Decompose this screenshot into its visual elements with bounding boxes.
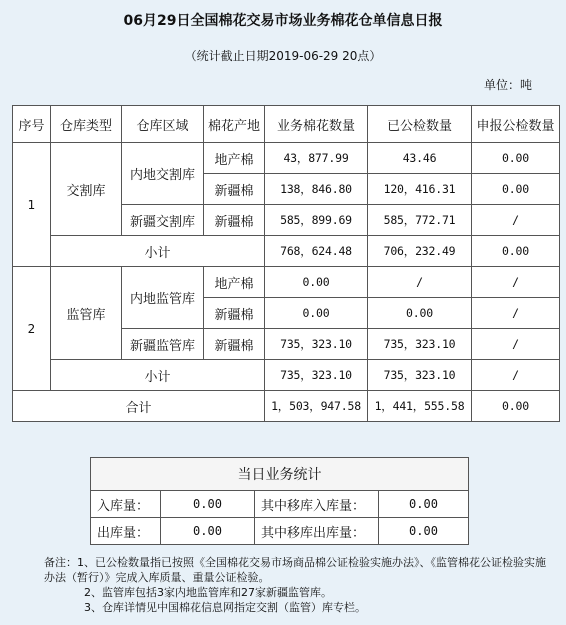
remark-line-1: 备注：1、已公检数量指已按照《全国棉花交易市场商品棉公证检验实施办法》、《监管棉花公证检验实施办法（暂行）》完成入库质量、重量公证检验。 [44, 556, 546, 584]
group-number: 2 [13, 267, 51, 391]
table-header-row [13, 106, 560, 143]
transfer-inbound-value: 0.00 [379, 491, 469, 518]
col-header-qty: 业务棉花数量 [265, 106, 368, 143]
col-header-area: 仓库区域 [122, 106, 204, 143]
cotton-origin: 新疆棉 [204, 205, 265, 236]
report-subtitle: （统计截止日期2019-06-29 20点） [184, 49, 382, 63]
cotton-origin: 地产棉 [204, 267, 265, 298]
transfer-outbound-value: 0.00 [379, 518, 469, 545]
col-header-declared: 申报公检数量 [472, 106, 560, 143]
col-header-type: 仓库类型 [51, 106, 122, 143]
checked-qty: 120，416.31 [368, 174, 472, 205]
cotton-origin: 新疆棉 [204, 174, 265, 205]
warehouse-type: 交割库 [51, 143, 122, 236]
remarks [44, 555, 554, 615]
subtotal-label: 小计 [51, 236, 265, 267]
daily-business-stats-table [90, 457, 469, 545]
outbound-value: 0.00 [161, 518, 255, 545]
col-header-origin: 棉花产地 [204, 106, 265, 143]
cotton-origin: 新疆棉 [204, 329, 265, 360]
report-title: 06月29日全国棉花交易市场业务棉花仓单信息日报 [123, 13, 443, 29]
cotton-origin: 新疆棉 [204, 298, 265, 329]
checked-qty: 0.00 [368, 298, 472, 329]
warehouse-receipt-table [12, 105, 560, 422]
declared-qty: / [472, 329, 560, 360]
col-header-no: 序号 [13, 106, 51, 143]
subtotal-label: 小计 [51, 360, 265, 391]
table-row [13, 267, 560, 298]
inbound-value: 0.00 [161, 491, 255, 518]
subtotal-qty: 768，624.48 [265, 236, 368, 267]
warehouse-area: 内地交割库 [122, 143, 204, 205]
subtotal-row [13, 236, 560, 267]
subtotal-checked: 735，323.10 [368, 360, 472, 391]
declared-qty: / [472, 267, 560, 298]
total-declared: 0.00 [472, 391, 560, 422]
declared-qty: 0.00 [472, 143, 560, 174]
inbound-label: 入库量： [91, 491, 161, 518]
cotton-qty: 0.00 [265, 298, 368, 329]
checked-qty: / [368, 267, 472, 298]
stats-title: 当日业务统计 [91, 458, 469, 491]
declared-qty: / [472, 298, 560, 329]
declared-qty: / [472, 205, 560, 236]
unit-label: 单位：吨 [483, 78, 532, 92]
subtotal-row [13, 360, 560, 391]
declared-qty: 0.00 [472, 174, 560, 205]
cotton-qty: 43，877.99 [265, 143, 368, 174]
stats-row [91, 491, 469, 518]
warehouse-area: 新疆交割库 [122, 205, 204, 236]
warehouse-type: 监管库 [51, 267, 122, 360]
warehouse-area: 新疆监管库 [122, 329, 204, 360]
table-row [13, 143, 560, 174]
stats-row [91, 518, 469, 545]
cotton-qty: 735，323.10 [265, 329, 368, 360]
subtotal-declared: / [472, 360, 560, 391]
cotton-qty: 0.00 [265, 267, 368, 298]
total-label: 合计 [13, 391, 265, 422]
col-header-checked: 已公检数量 [368, 106, 472, 143]
subtotal-declared: 0.00 [472, 236, 560, 267]
subtotal-checked: 706，232.49 [368, 236, 472, 267]
remark-line-2: 2、监管库包括3家内地监管库和27家新疆监管库。 [84, 586, 332, 599]
cotton-origin: 地产棉 [204, 143, 265, 174]
checked-qty: 585，772.71 [368, 205, 472, 236]
cotton-qty: 585，899.69 [265, 205, 368, 236]
remark-line-3: 3、仓库详情见中国棉花信息网指定交割（监管）库专栏。 [84, 601, 366, 614]
warehouse-area: 内地监管库 [122, 267, 204, 329]
transfer-outbound-label: 其中移库出库量： [255, 518, 379, 545]
checked-qty: 43.46 [368, 143, 472, 174]
cotton-qty: 138，846.80 [265, 174, 368, 205]
total-qty: 1，503，947.58 [265, 391, 368, 422]
subtotal-qty: 735，323.10 [265, 360, 368, 391]
total-checked: 1，441，555.58 [368, 391, 472, 422]
transfer-inbound-label: 其中移库入库量： [255, 491, 379, 518]
outbound-label: 出库量： [91, 518, 161, 545]
total-row [13, 391, 560, 422]
group-number: 1 [13, 143, 51, 267]
checked-qty: 735，323.10 [368, 329, 472, 360]
